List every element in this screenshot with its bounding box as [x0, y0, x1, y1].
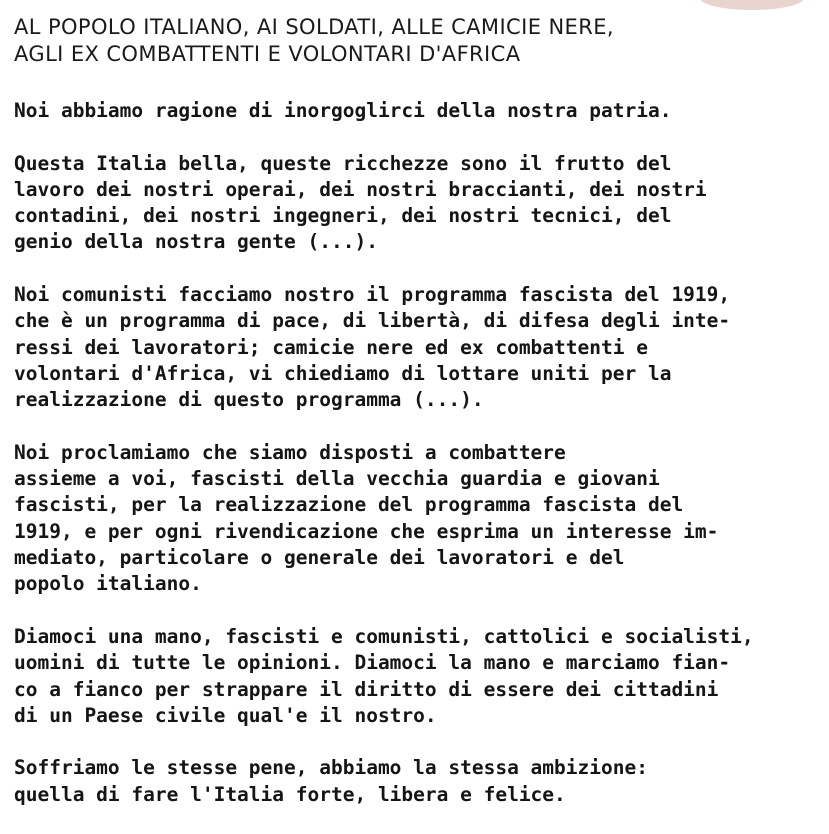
text-line: genio della nostra gente (...). — [14, 230, 378, 254]
text-line: Diamoci una mano, fascisti e comunisti, cattolici e socialisti, — [14, 624, 754, 648]
corner-emblem-fragment — [700, 0, 804, 10]
document-heading — [14, 14, 774, 68]
text-line: Soffriamo le stesse pene, abbiamo la stessa ambizione: — [14, 756, 648, 780]
text-line: popolo italiano. — [14, 572, 202, 596]
document-body — [14, 98, 829, 834]
text-line: contadini, dei nostri ingegneri, dei nostri tecnici, del — [14, 204, 672, 228]
text-line: Noi abbiamo ragione di inorgoglirci della nostra patria. — [14, 99, 672, 122]
text-line: lavoro dei nostri operai, dei nostri braccianti, dei nostri — [14, 177, 707, 201]
text-line: Noi proclamiamo che siamo disposti a combattere — [14, 440, 566, 464]
text-line: quella di fare l'Italia forte, libera e felice. — [14, 782, 566, 806]
text-line: che è un programma di pace, di libertà, di difesa degli inte- — [14, 309, 731, 333]
paragraph-intro — [14, 98, 829, 124]
text-line: fascisti, per la realizzazione del programma fascista del — [14, 493, 684, 517]
text-line: di un Paese civile qual'e il nostro. — [14, 703, 437, 727]
text-line: uomini di tutte le opinioni. Diamoci la mano e marciamo fian- — [14, 651, 731, 675]
paragraph-soffriamo — [14, 755, 829, 808]
text-line: 1919, e per ogni rivendicazione che esprima un interesse im- — [14, 519, 719, 543]
text-line: mediato, particolare o generale dei lavoratori e del — [14, 546, 625, 570]
paragraph-diamoci-una-mano — [14, 624, 829, 729]
text-line: assieme a voi, fascisti della vecchia guardia e giovani — [14, 467, 660, 491]
heading-line: AGLI EX COMBATTENTI E VOLONTARI D'AFRICA — [14, 42, 521, 66]
paragraph-programma-1919 — [14, 282, 829, 413]
text-line: Questa Italia bella, queste ricchezze sono il frutto del — [14, 151, 672, 175]
paragraph-italia-bella — [14, 151, 829, 256]
text-line: Noi comunisti facciamo nostro il programma fascista del 1919, — [14, 283, 731, 307]
paragraph-proclamiamo — [14, 440, 829, 598]
text-line: volontari d'Africa, vi chiediamo di lottare uniti per la — [14, 361, 672, 385]
text-line: co a fianco per strappare il diritto di essere dei cittadini — [14, 677, 719, 701]
heading-line: AL POPOLO ITALIANO, AI SOLDATI, ALLE CAMICIE NERE, — [14, 15, 614, 39]
text-line: realizzazione di questo programma (...). — [14, 388, 484, 412]
text-line: ressi dei lavoratori; camicie nere ed ex combattenti e — [14, 335, 648, 359]
